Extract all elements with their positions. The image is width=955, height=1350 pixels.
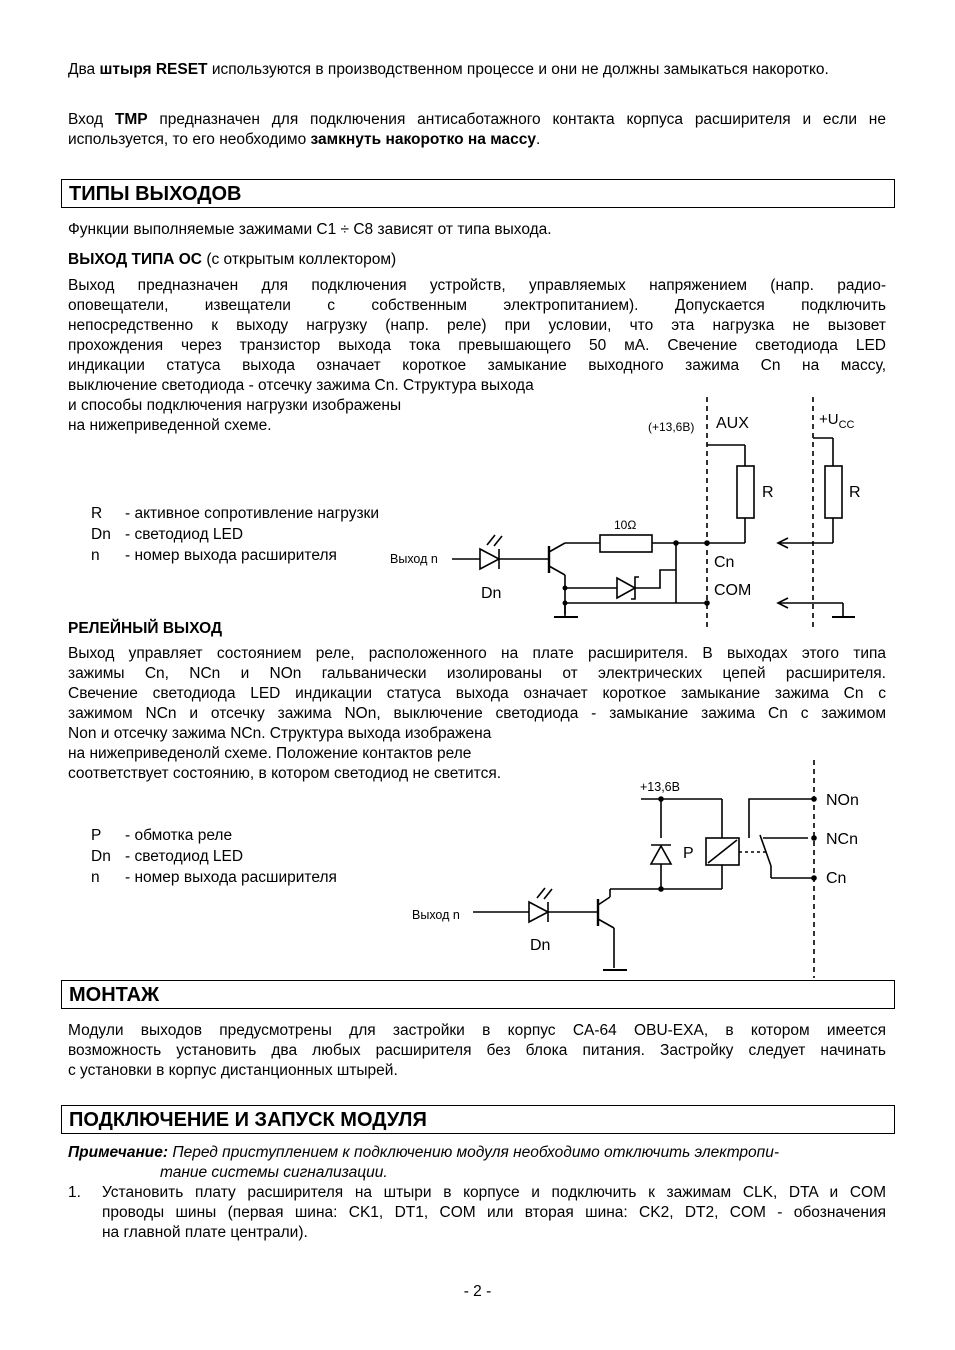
- oc-load-resistor-1: [737, 466, 754, 518]
- oc-label-10ohm: 10Ω: [614, 518, 637, 532]
- connection-note: [68, 1143, 886, 1183]
- oc-label-r2: R: [849, 484, 861, 501]
- oc-label-com: COM: [714, 582, 752, 599]
- oc-line: прохождения через транзистор выхода тока превышающего 50 мА. Свечение светодиода LED: [68, 337, 886, 354]
- legend-item: Dn - светодиод LED: [91, 848, 244, 865]
- oc-line: непосредственно к выходу нагрузку (напр. реле) при условии, что эта нагрузка не вызовет: [68, 317, 886, 334]
- mounting-line: возможность установить два любых расширителя без блока питания. Застройку следует начинать: [68, 1042, 886, 1059]
- relay-line: зажимом NCn и отсечку зажима NOn, выключение светодиода - замыкание зажима Cn с зажимом: [68, 705, 886, 722]
- relay-line: Non и отсечку зажима NCn. Структура выхода изображена: [68, 725, 492, 742]
- list-item-number: 1.: [68, 1184, 81, 1201]
- legend-item: Dn - светодиод LED: [91, 526, 244, 543]
- list-item-text: Установить плату расширителя на штыри в корпусе и подключить к зажимам CLK, DTA и COM проводы шины (первая шина: CK1, DT1, COM или вторая шина: CK2, DT2, COM - обозначения на главной плате централи).: [102, 1184, 886, 1241]
- legend-item: P - обмотка реле: [91, 827, 233, 844]
- oc-led-symbol: [480, 549, 499, 569]
- oc-line: выключение светодиода - отсечку зажима Cn. Структура выхода: [68, 377, 534, 394]
- oc-line: и способы подключения нагрузки изображены: [68, 397, 402, 414]
- legend-item: n - номер выхода расширителя: [91, 869, 337, 886]
- relay-line: Свечение светодиода LED индикации статуса выхода означает короткое замыкание зажима Cn с: [68, 685, 886, 702]
- oc-legend: [91, 503, 379, 566]
- relay-label-cn: Cn: [826, 870, 847, 887]
- relay-diode-symbol: [651, 846, 671, 864]
- relay-label-dn: Dn: [530, 937, 551, 954]
- oc-label-cn: Cn: [714, 554, 735, 571]
- mounting-line: с установки в корпус дистанционных штырей.: [68, 1062, 398, 1079]
- section-heading-connection: ПОДКЛЮЧЕНИЕ И ЗАПУСК МОДУЛЯ: [61, 1105, 895, 1134]
- relay-line: Выход управляет состоянием реле, расположенного на плате расширителя. В выходах этого типа: [68, 645, 886, 662]
- relay-line: зажимы Cn, NCn и NOn гальванически изолированы от электрических цепей расширителя.: [68, 665, 886, 682]
- section-heading-output-types: ТИПЫ ВЫХОДОВ: [61, 179, 895, 208]
- relay-line: соответствует состоянию, в котором светодиод не светится.: [68, 765, 502, 782]
- relay-label-input: Выход n: [412, 908, 460, 922]
- outputs-intro: Функции выполняемые зажимами C1 ÷ C8 зависят от типа выхода.: [68, 221, 552, 238]
- relay-label-ncn: NCn: [826, 831, 859, 848]
- relay-coil: [706, 838, 739, 865]
- oc-line: на нижеприведенной схеме.: [68, 417, 272, 434]
- oc-line: оповещатели, извещатели с собственным электропитанием). Допускается подключить: [68, 297, 886, 314]
- oc-label-aux: AUX: [716, 415, 749, 432]
- oc-line: Выход предназначен для подключения устройств, управляемых напряжением (напр. радио-: [68, 277, 886, 294]
- relay-label-p: P: [683, 845, 694, 862]
- oc-subheading: ВЫХОД ТИПА ОС (с открытым коллектором): [68, 251, 397, 268]
- oc-diode-symbol: [617, 578, 635, 598]
- page-number: - 2 -: [463, 1283, 492, 1300]
- relay-line: на нижеприведенолй схеме. Положение контактов реле: [68, 745, 472, 762]
- oc-label-input: Выход n: [390, 552, 438, 566]
- oc-label-voltage: (+13,6B): [648, 420, 695, 434]
- intro-reset-paragraph: Два штыря RESET используются в производственном процессе и они не должны замыкаться накоротко.: [68, 61, 829, 78]
- note-line: тание системы сигнализации.: [160, 1164, 388, 1181]
- relay-legend: [91, 825, 337, 888]
- list-item: [68, 1183, 886, 1243]
- mounting-line: Модули выходов предусмотрены для застройки в корпус CA-64 OBU-EXA, в котором имеется: [68, 1022, 886, 1039]
- legend-item: n - номер выхода расширителя: [91, 547, 337, 564]
- relay-label-non: NOn: [826, 792, 859, 809]
- relay-label-voltage: +13,6B: [640, 780, 680, 794]
- relay-led-symbol: [529, 902, 548, 922]
- oc-line: индикации статуса выхода означает короткое замыкание выходного зажима Cn на массу,: [68, 357, 886, 374]
- oc-resistor-10ohm: [600, 535, 652, 552]
- oc-label-r1: R: [762, 484, 774, 501]
- oc-label-ucc: $+U_{CC}$: [819, 411, 855, 431]
- oc-label-dn: Dn: [481, 585, 502, 602]
- intro-tmp-paragraph: Вход TMP предназначен для подключения антисаботажного контакта корпуса расширителя и если не используется, то его необходимо замкнуть накоротко на массу.: [68, 111, 886, 148]
- section-heading-mounting: МОНТАЖ: [61, 980, 895, 1009]
- legend-item: R - активное сопротивление нагрузки: [91, 505, 380, 522]
- note-label: Примечание:: [68, 1144, 169, 1161]
- relay-subheading: РЕЛЕЙНЫЙ ВЫХОД: [68, 620, 223, 637]
- note-line: Примечание: Перед приступлением к подключению модуля необходимо отключить электропи-: [68, 1144, 779, 1161]
- oc-load-resistor-2: [825, 466, 842, 518]
